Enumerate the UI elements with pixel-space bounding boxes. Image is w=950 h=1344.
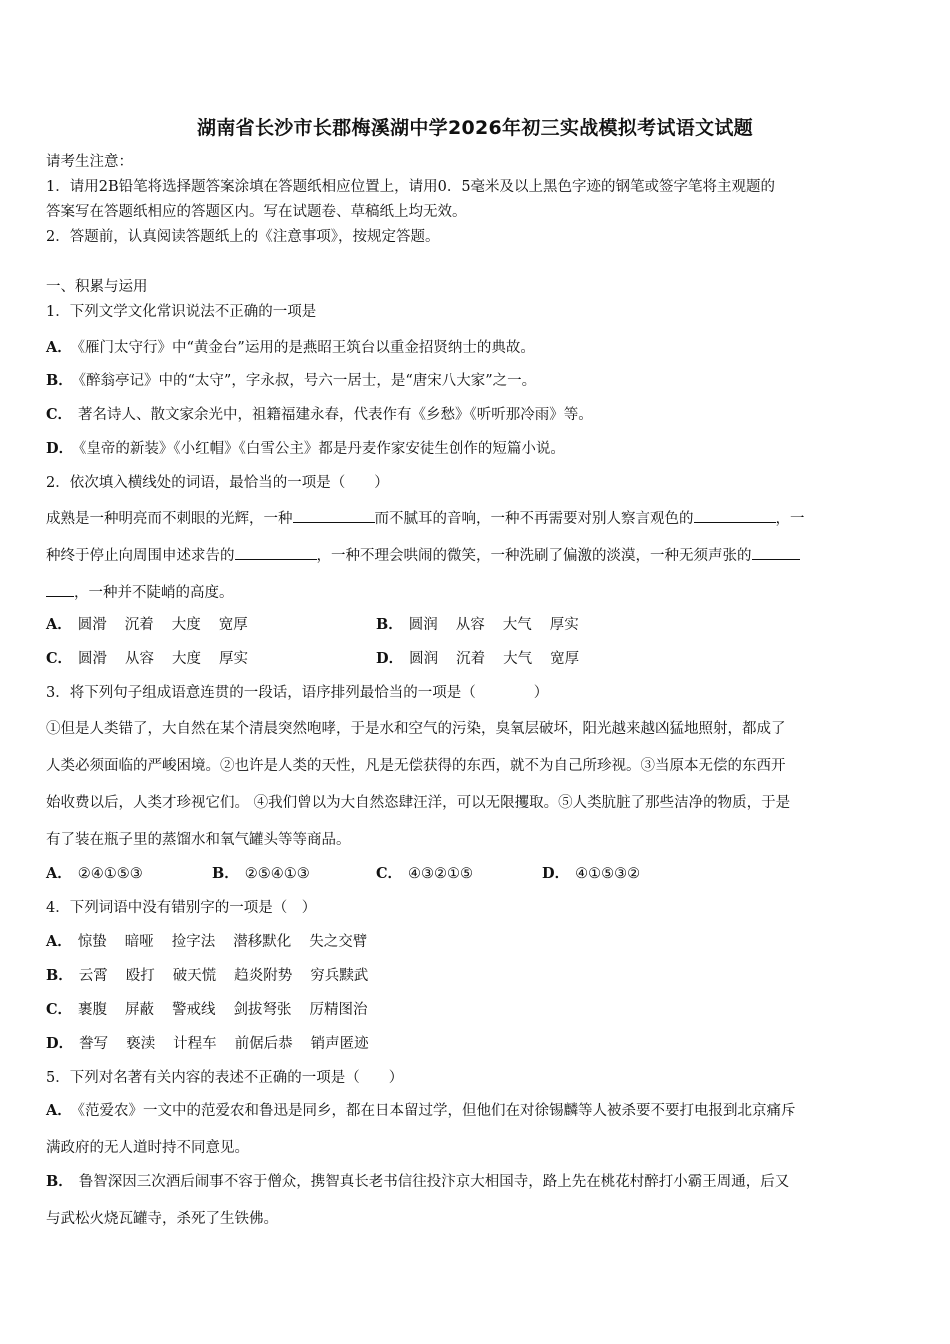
question-5-option-b-line-2: 与武松火烧瓦罐寺，杀死了生铁佛。 — [46, 1211, 278, 1227]
question-1-option-b — [46, 372, 536, 390]
option-label: A． — [46, 616, 72, 633]
option-word: 屏蔽 — [125, 1002, 155, 1018]
option-word: 潜移默化 — [233, 934, 292, 950]
option-text: 《醉翁亭记》中的“太守”，字永叔，号六一居士，是“唐宋八大家”之一。 — [78, 373, 537, 389]
option-word: 厉精图治 — [309, 1002, 368, 1018]
fill-blank — [293, 508, 375, 523]
option-word: 宽厚 — [550, 651, 580, 667]
option-word: 沉着 — [124, 617, 154, 633]
option-label: B． — [46, 1173, 73, 1190]
option-word: 裹腹 — [78, 1002, 108, 1018]
option-word: 捡字法 — [171, 934, 216, 950]
option-label: B． — [376, 616, 403, 633]
option-word: 厚实 — [549, 617, 579, 633]
fill-blank — [694, 508, 776, 523]
question-1-option-d — [46, 440, 565, 458]
option-word: 圆润 — [408, 617, 438, 633]
question-3-option-a — [46, 865, 143, 883]
option-word: 破天慌 — [172, 968, 217, 984]
question-1-option-c — [46, 406, 593, 424]
option-word: 惊蛰 — [77, 934, 107, 950]
option-text: ②⑤④①③ — [244, 866, 310, 882]
question-2-option-a — [46, 616, 266, 634]
option-word: 大气 — [503, 651, 533, 667]
question-3-stem: 3．将下列句子组成语意连贯的一段话，语序排列最恰当的一项是（ ） — [46, 685, 549, 701]
option-label: B． — [46, 372, 73, 389]
question-2-option-d — [376, 650, 597, 668]
option-label: C． — [46, 1001, 73, 1018]
option-word: 暗哑 — [124, 934, 154, 950]
section-heading: 一、积累与运用 — [46, 279, 148, 295]
option-text: 著名诗人、散文家余光中，祖籍福建永春，代表作有《乡愁》《听听那冷雨》等。 — [78, 407, 593, 423]
option-word: 失之交臂 — [309, 934, 368, 950]
option-word: 趋炎附势 — [234, 968, 293, 984]
option-word: 计程车 — [173, 1036, 217, 1052]
notice-item-2: 2．答题前，认真阅读答题纸上的《注意事项》，按规定答题。 — [46, 229, 440, 245]
passage-text: 种终于停止向周围申述求告的 — [46, 548, 235, 564]
option-text: 鲁智深因三次酒后闹事不容于僧众，携智真长老书信往投汴京大相国寺，路上先在桃花村醉打小霸王周通，后又 — [78, 1174, 790, 1190]
fill-blank — [46, 582, 74, 597]
question-2-passage-line-1 — [46, 508, 805, 528]
option-word: 大度 — [172, 651, 202, 667]
question-2-stem: 2．依次填入横线处的词语，最恰当的一项是（ ） — [46, 475, 389, 491]
option-label: A． — [46, 865, 72, 882]
question-4-option-a — [46, 933, 385, 951]
passage-text: ，一种不理会哄闹的微笑，一种洗刷了偏激的淡漠，一种无须声张的 — [316, 548, 752, 564]
question-5-stem: 5．下列对名著有关内容的表述不正确的一项是（ ） — [46, 1070, 404, 1086]
question-4-stem: 4．下列词语中没有错别字的一项是（ ） — [46, 900, 317, 916]
question-3-option-b — [212, 865, 310, 883]
notice-item-1-line-1: 1．请用2B铅笔将选择题答案涂填在答题纸相应位置上，请用0．5毫米及以上黑色字迹的钢笔或签字笔将主观题的 — [46, 179, 776, 195]
question-5-option-b-line-1 — [46, 1173, 789, 1191]
option-word: 誊写 — [79, 1036, 109, 1052]
option-text: ②④①⑤③ — [77, 866, 143, 882]
notice-item-1-line-2: 答案写在答题纸相应的答题区内。写在试题卷、草稿纸上均无效。 — [46, 204, 467, 220]
option-word: 销声匿迹 — [310, 1036, 369, 1052]
option-text: 《范爱农》一文中的范爱农和鲁迅是同乡，都在日本留过学，但他们在对徐锡麟等人被杀要不要打电报到北京痛斥 — [77, 1103, 796, 1119]
option-word: 穷兵黩武 — [310, 968, 369, 984]
option-text: 《皇帝的新装》《小红帽》《白雪公主》都是丹麦作家安徒生创作的短篇小说。 — [79, 441, 565, 457]
option-text: 《雁门太守行》中“黄金台”运用的是燕昭王筑台以重金招贤纳士的典故。 — [77, 340, 535, 356]
question-5-option-a-line-1 — [46, 1102, 796, 1120]
option-word: 沉着 — [456, 651, 486, 667]
question-3-passage-line-2: 人类必须面临的严峻困境。②也许是人类的天性，凡是无偿获得的东西，就不为自己所珍视。③当原本无偿的东西开 — [46, 758, 786, 774]
option-label: C． — [46, 650, 73, 667]
question-2-option-b — [376, 616, 597, 634]
question-3-passage-line-1: ①但是人类错了，大自然在某个清晨突然咆哮，于是水和空气的污染，臭氧层破坏，阳光越来越凶猛地照射，都成了 — [46, 721, 786, 737]
option-word: 宽厚 — [218, 617, 248, 633]
option-word: 圆滑 — [78, 651, 108, 667]
passage-text: 而不腻耳的音响，一种不再需要对别人察言观色的 — [374, 511, 694, 527]
option-word: 殴打 — [125, 968, 155, 984]
option-word: 亵渎 — [126, 1036, 156, 1052]
option-word: 警戒线 — [172, 1002, 216, 1018]
question-2-passage-line-2 — [46, 545, 800, 565]
passage-text: ，一种并不陡峭的高度。 — [74, 585, 234, 601]
option-label: A． — [46, 339, 72, 356]
question-2-passage-line-3 — [46, 582, 234, 602]
option-label: A． — [46, 1102, 72, 1119]
option-label: D． — [542, 865, 570, 882]
option-word: 厚实 — [219, 651, 249, 667]
question-1-stem: 1．下列文学文化常识说法不正确的一项是 — [46, 304, 317, 320]
passage-text: 成熟是一种明亮而不刺眼的光辉，一种 — [46, 511, 293, 527]
option-word: 圆滑 — [77, 617, 107, 633]
question-2-option-c — [46, 650, 266, 668]
option-label: D． — [46, 1035, 74, 1052]
question-3-option-c — [376, 865, 473, 883]
option-word: 剑拔弩张 — [233, 1002, 292, 1018]
question-5-option-a-line-2: 满政府的无人道时持不同意见。 — [46, 1140, 249, 1156]
question-4-option-c — [46, 1001, 386, 1019]
option-label: C． — [46, 406, 73, 423]
fill-blank — [752, 545, 800, 560]
question-1-option-a — [46, 339, 535, 357]
option-word: 前倨后恭 — [234, 1036, 293, 1052]
question-3-passage-line-4: 有了装在瓶子里的蒸馏水和氧气罐头等等商品。 — [46, 832, 351, 848]
option-text: ④①⑤③② — [575, 866, 641, 882]
option-label: A． — [46, 933, 72, 950]
question-3-option-d — [542, 865, 640, 883]
option-word: 大气 — [502, 617, 532, 633]
passage-text: ，一 — [775, 511, 805, 527]
notice-heading: 请考生注意： — [46, 154, 133, 170]
option-word: 云霄 — [78, 968, 108, 984]
question-4-option-b — [46, 967, 386, 985]
page-title: 湖南省长沙市长郡梅溪湖中学2026年初三实战模拟考试语文试题 — [197, 117, 753, 139]
option-label: C． — [376, 865, 403, 882]
option-word: 从容 — [455, 617, 485, 633]
fill-blank — [235, 545, 317, 560]
option-label: D． — [376, 650, 404, 667]
question-4-option-d — [46, 1035, 387, 1053]
option-label: B． — [46, 967, 73, 984]
option-word: 圆润 — [409, 651, 439, 667]
option-word: 大度 — [171, 617, 201, 633]
option-text: ④③②①⑤ — [408, 866, 474, 882]
option-label: D． — [46, 440, 74, 457]
option-label: B． — [212, 865, 239, 882]
option-word: 从容 — [125, 651, 155, 667]
question-3-passage-line-3: 始收费以后，人类才珍视它们。 ④我们曾以为大自然恣肆汪洋，可以无限攫取。⑤人类肮脏了那些洁净的物质，于是 — [46, 795, 791, 811]
